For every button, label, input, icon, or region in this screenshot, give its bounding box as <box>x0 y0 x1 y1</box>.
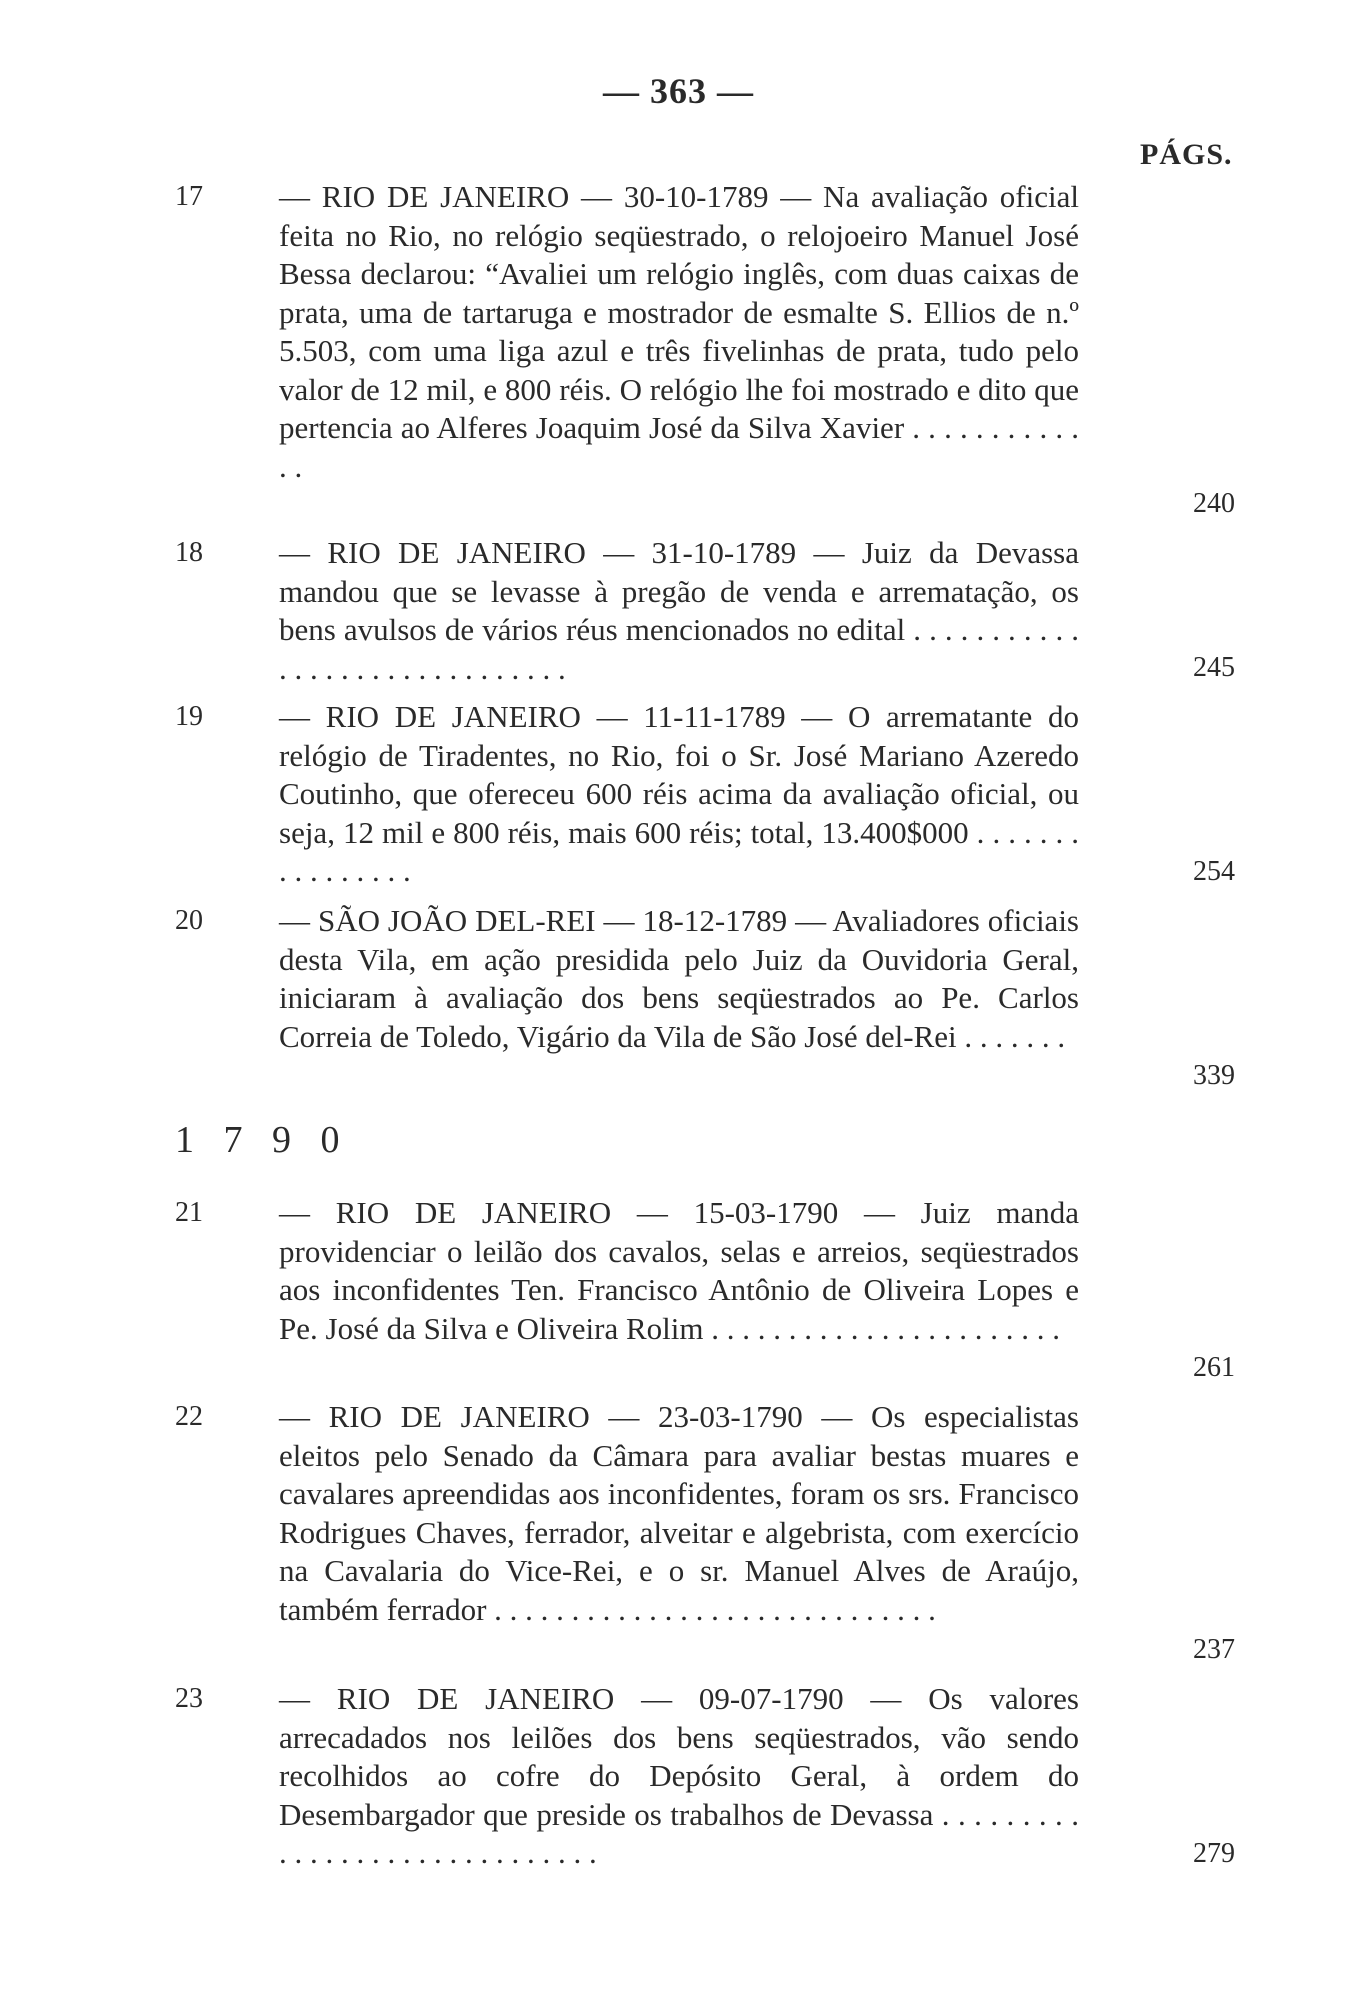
entry-page-ref: 240 <box>1193 488 1235 519</box>
entry-page-ref: 254 <box>1193 856 1235 887</box>
entry-number: 17 <box>175 181 203 212</box>
entry-page-ref: 339 <box>1193 1060 1235 1091</box>
entry-page-ref: 279 <box>1193 1838 1235 1869</box>
page-number: — 363 — <box>603 71 754 111</box>
entry-number: 20 <box>175 905 203 936</box>
entry-number: 22 <box>175 1401 203 1432</box>
entry-page-ref: 261 <box>1193 1352 1235 1383</box>
entry-page-ref: 237 <box>1193 1634 1235 1665</box>
entry-text: — RIO DE JANEIRO — 31-10-1789 — Juiz da Devassa mandou que se levasse à pregão de venda e arrematação, os bens avulsos de vários réus mencionados no edital . . . . . . . . . . . . . . . . . . . . . . . . . . . . . . <box>279 535 1079 686</box>
entry-text: — RIO DE JANEIRO — 15-03-1790 — Juiz manda providenciar o leilão dos cavalos, selas e arreios, seqüestrados aos inconfidentes Ten. Francisco Antônio de Oliveira Lopes e Pe. José da Silva e Oliveira Rolim . . . . . . . . . . . . . . . . . . . . . . . <box>279 1195 1079 1346</box>
entry-text: — RIO DE JANEIRO — 11-11-1789 — O arrematante do relógio de Tiradentes, no Rio, foi o Sr. José Mariano Azeredo Coutinho, que ofereceu 600 réis acima da avaliação oficial, ou seja, 12 mil e 800 réis, mais 600 réis; total, 13.400$000 . . . . . . . . . . . . . . . . <box>279 699 1079 888</box>
entry-number: 18 <box>175 537 203 568</box>
entry-text: — RIO DE JANEIRO — 09-07-1790 — Os valores arrecadados nos leilões dos bens seqüestrados, vão sendo recolhidos ao cofre do Depósito Geral, à ordem do Desembargador que preside os trabalhos de Devassa . . . . . . . . . . . . . . . . . . . . . . . . . . . . . . <box>279 1681 1079 1870</box>
entry-text: — RIO DE JANEIRO — 30-10-1789 — Na avaliação oficial feita no Rio, no relógio seqüestrado, o relojoeiro Manuel José Bessa declarou: “Avaliei um relógio inglês, com duas caixas de prata, uma de tartaruga e mostrador de esmalte S. Ellios de n.º 5.503, com uma liga azul e três fivelinhas de prata, tudo pelo valor de 12 mil, e 800 réis. O relógio lhe foi mostrado e dito que pertencia ao Alferes Joaquim José da Silva Xavier . . . . . . . . . . . . . <box>279 179 1079 484</box>
entry-number: 23 <box>175 1683 203 1714</box>
entry-text: — RIO DE JANEIRO — 23-03-1790 — Os especialistas eleitos pelo Senado da Câmara para avaliar bestas muares e cavalares apreendidas aos inconfidentes, foram os srs. Francisco Rodrigues Chaves, ferrador, alveitar e algebrista, com exercício na Cavalaria do Vice-Rei, e o sr. Manuel Alves de Araújo, também ferrador . . . . . . . . . . . . . . . . . . . . . . . . . . . . . <box>279 1399 1079 1627</box>
entry-page-ref: 245 <box>1193 652 1235 683</box>
entry-text: — SÃO JOÃO DEL-REI — 18-12-1789 — Avaliadores oficiais desta Vila, em ação presidida pelo Juiz da Ouvidoria Geral, iniciaram à avaliação dos bens seqüestrados ao Pe. Carlos Correia de Toledo, Vigário da Vila de São José del-Rei . . . . . . . <box>279 903 1079 1054</box>
pages-column-header: PÁGS. <box>1140 138 1233 171</box>
entry-number: 21 <box>175 1197 203 1228</box>
entry-number: 19 <box>175 701 203 732</box>
year-heading: 1 7 9 0 <box>175 1119 350 1161</box>
